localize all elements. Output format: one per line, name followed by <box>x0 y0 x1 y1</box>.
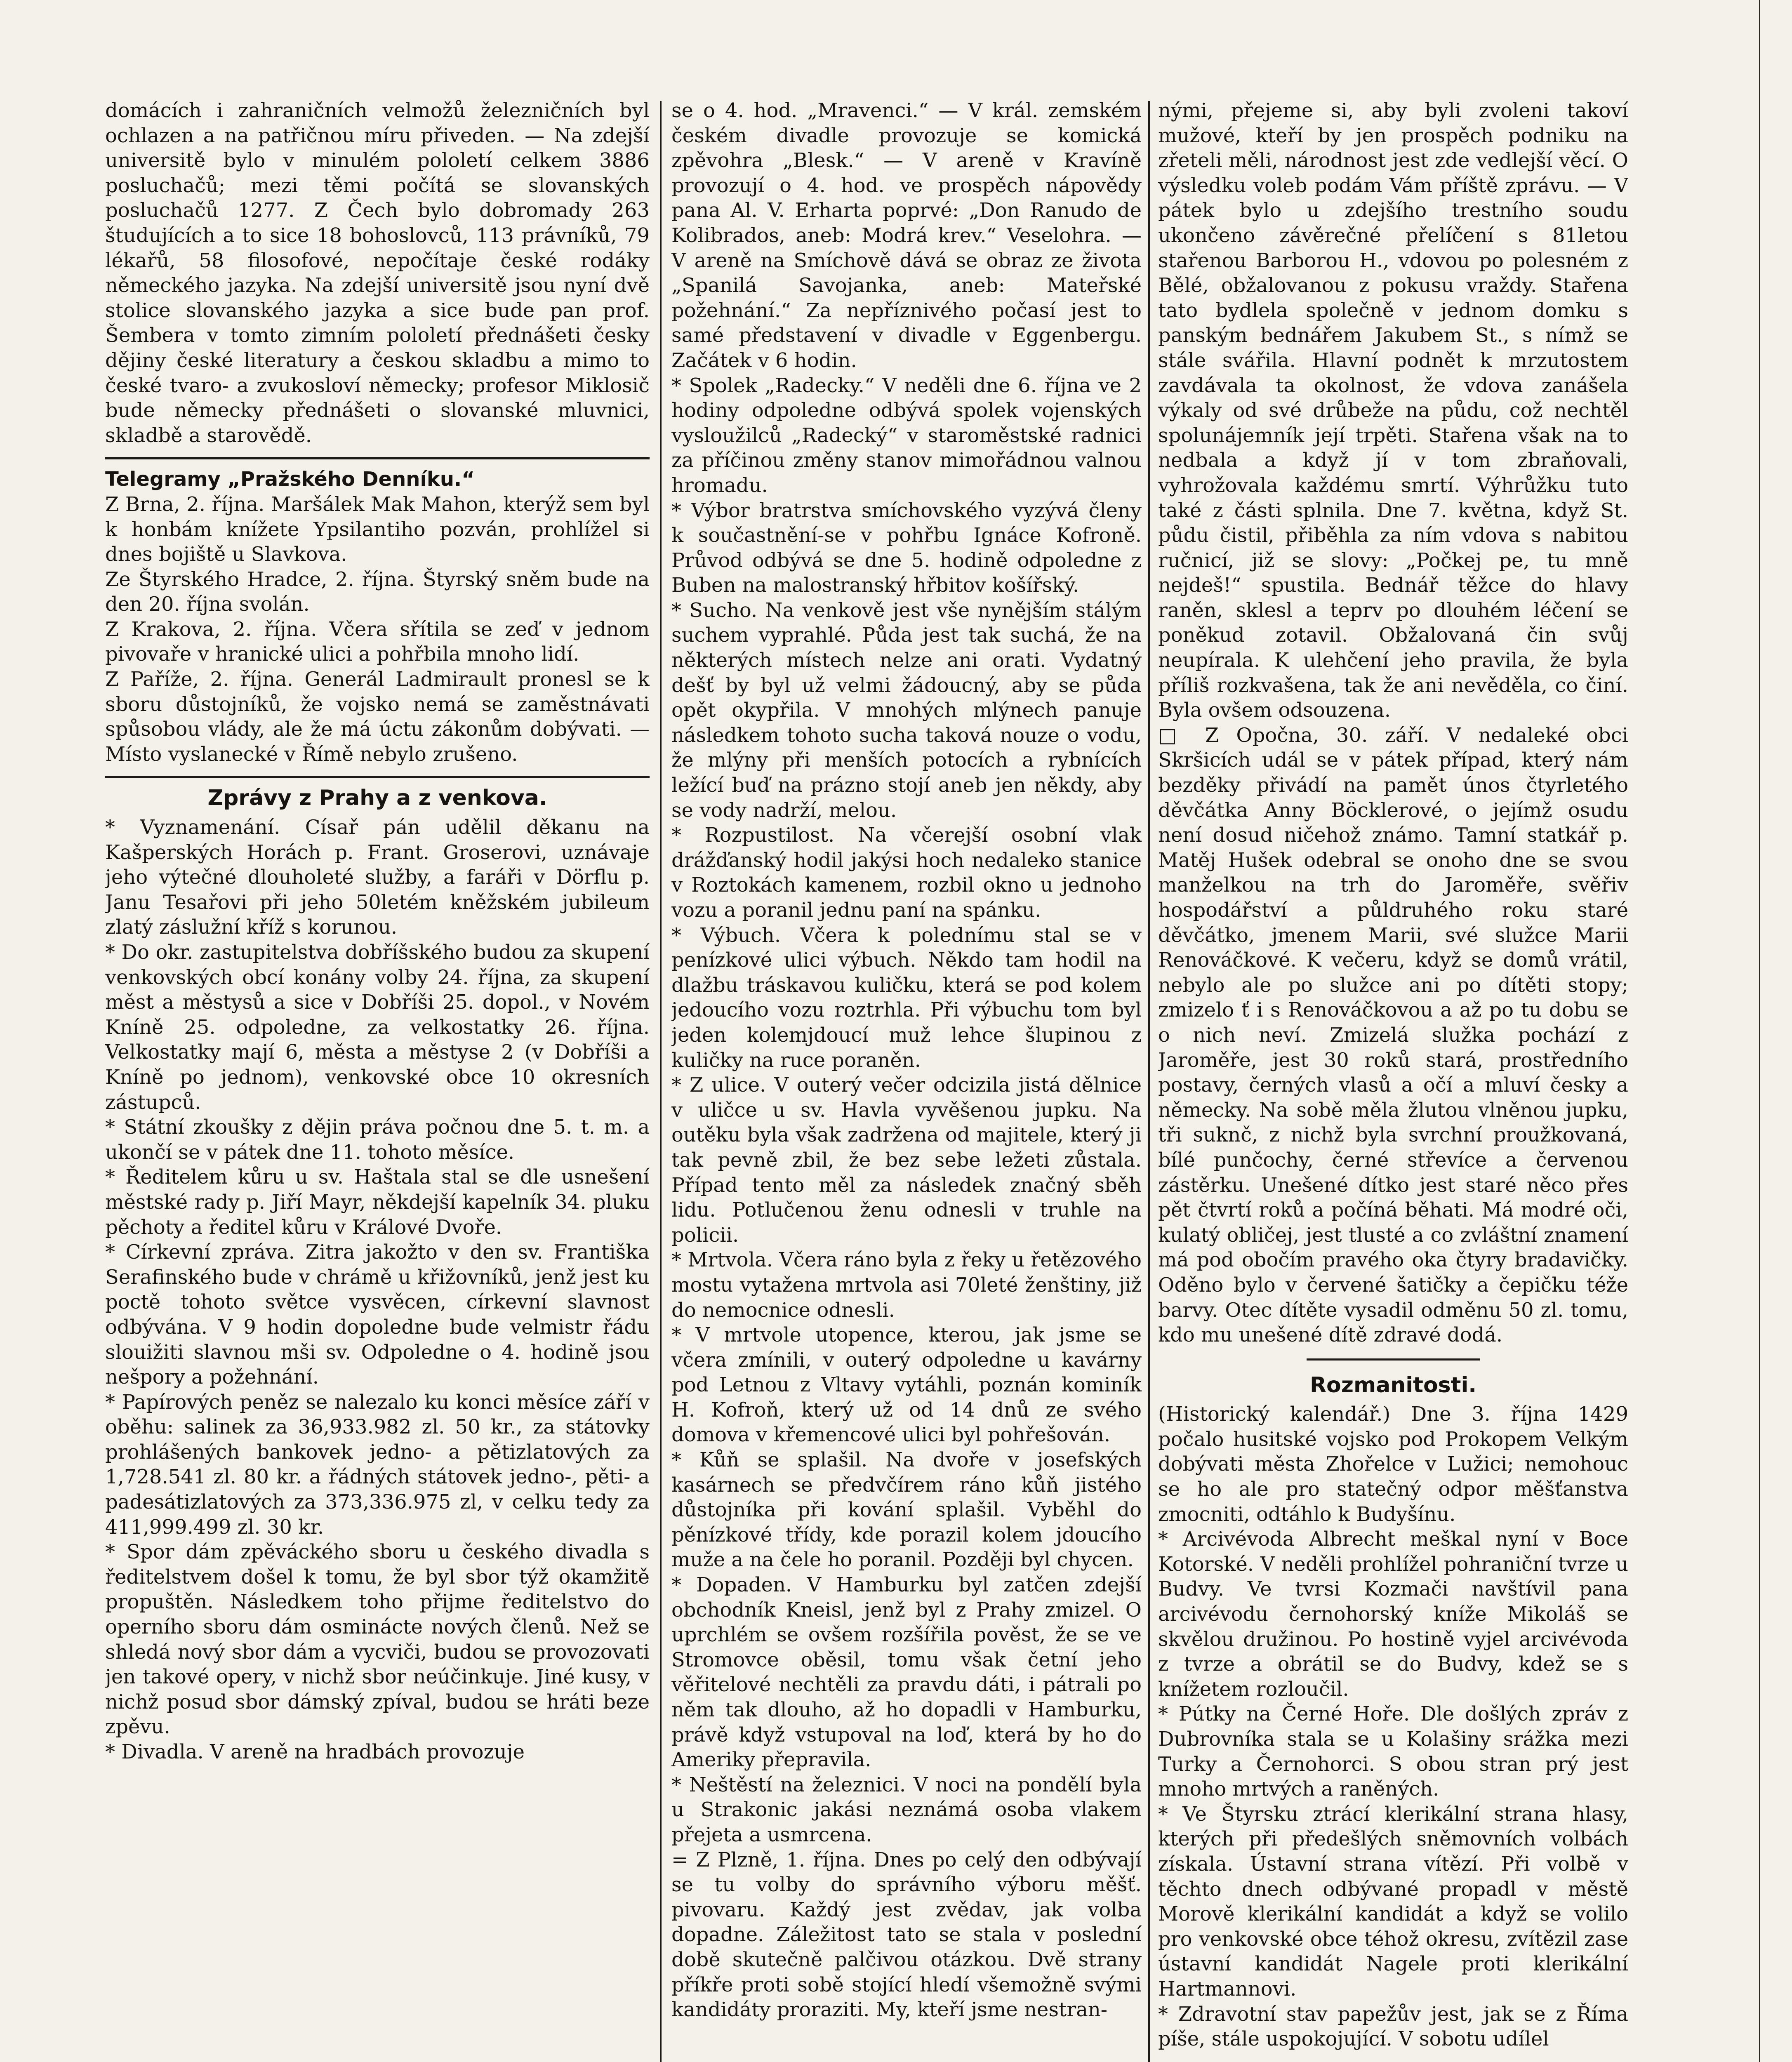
article-paragraph: * Církevní zpráva. Zitra jakožto v den sv. Františka Serafinského bude v chrámě u křižovníků, jenž jest ku poctě tohoto světce vysvěcen, církevní slavnost odbývána. V 9 hodin dopoledne bude velmistr řádu slouižiti slavnou mši sv. Odpoledne o 4. hodině jsou nešpory a požehnání. <box>105 1240 650 1389</box>
article-paragraph: * Pútky na Černé Hoře. Dle došlých zpráv z Dubrovníka stala se u Kolašiny srážka mezi Turky a Černohorci. S obou stran prý jest mnoho mrtvých a raněných. <box>1158 1702 1628 1801</box>
telegram-heading: Telegramy „Pražského Denníku.“ <box>105 468 475 491</box>
article-paragraph: * Neštěstí na železnici. V noci na pondělí byla u Strakonic jakási neznámá osoba vlakem přejeta a usmrcena. <box>671 1773 1142 1846</box>
column-rule <box>1148 101 1150 2062</box>
article-paragraph: * Dopaden. V Hamburku byl zatčen zdejší obchodník Kneisl, jenž byl z Prahy zmizel. O uprchlém se ovšem rozšířila pověst, že se ve Stromovce oběsil, tomu však četní jeho věřitelové nechtěli za pravdu dáti, i pátrali po něm tak dlouho, až ho dopadli v Hamburku, právě když vstupoval na loď, která by ho do Ameriky přepravila. <box>671 1573 1142 1772</box>
article-paragraph: * Arcivévoda Albrecht meškal nyní v Boce Kotorské. V neděli prohlížel pohraniční tvrze u Budvy. Ve tvrsi Kozmači navštívil pana arcivévodu černohorský kníže Mikoláš se skvělou družinou. Po hostině vyjel arcivévoda z tvrze a obrátil se do Budvy, kdež se s knížetem rozloučil. <box>1158 1528 1628 1701</box>
column-1 <box>105 98 650 2062</box>
column-rule <box>660 101 662 2062</box>
article-paragraph: * Spolek „Radecky.“ V neděli dne 6. října ve 2 hodiny odpoledne odbývá spolek vojenských vysloužilců „Radecký“ v staroměstské radnici za příčinou změny stanov mimořádnou valnou hromadu. <box>671 374 1142 497</box>
article-paragraph: Ze Štyrského Hradce, 2. října. Štyrský sněm bude na den 20. října svolán. <box>105 567 650 616</box>
article-paragraph: □ Z Opočna, 30. září. V nedaleké obci Skršicích udál se v pátek případ, který nám bezděky přivádí na pamět únos čtyrletého děvčátka Anny Böcklerové, o jejímž osudu není dosud ničehož známo. Tamní statkář p. Matěj Hušek odebral se onoho dne se svou manželkou na trh do Jaroměře, svěřiv hospodářství a půldruhého roku staré děvčátko, jmenem Marii, své služce Marii Renováčkové. K večeru, když se domů vrátil, nebylo ale po služce ani po dítěti stopy; zmizelo ť i s Renováčkovou a až po tu dobu se o nich neví. Zmizelá služka pochází z Jaroměře, jest 30 roků stará, prostředního postavy, černých vlasů a očí a mluví česky a německy. Na sobě měla žlutou vlněnou jupku, tři suknč, z nichž byla svrchní proužkovaná, bílé punčochy, černé střevíce a červenou zástěrku. Unešené dítko jest staré něco přes pět čtvrtí roků a počíná běhati. Má modré oči, kulatý obličej, jest tlusté a co zvláštní znamení má pod obočím pravého oka čtyry bradavičky. Oděno bylo v červené šatičky a čepičku téže barvy. Otec dítěte vysadil odměnu 50 zl. tomu, kdo mu unešené dítě zdravé dodá. <box>1158 723 1628 1347</box>
article-paragraph: * Rozpustilost. Na včerejší osobní vlak drážďanský hodil jakýsi hoch nedaleko stanice v Roztokách kamenem, rozbil okno u jednoho vozu a poranil jednu paní na spánku. <box>671 824 1142 922</box>
article-paragraph: (Historický kalendář.) Dne 3. října 1429 počalo husitské vojsko pod Prokopem Velkým dobývati města Zhořelce v Lužici; nemohouc se ho ale pro statečný odpor měšťanstva zmocniti, odtáhlo k Budyšínu. <box>1158 1403 1628 1526</box>
article-paragraph: * Mrtvola. Včera ráno byla z řeky u řetězového mostu vytažena mrtvola asi 70leté ženštiny, již do nemocnice odnesli. <box>671 1248 1142 1322</box>
article-paragraph: * Zdravotní stav papežův jest, jak se z Říma píše, stále uspokojující. V sobotu udílel <box>1158 2002 1628 2051</box>
short-divider <box>1307 1358 1480 1361</box>
article-paragraph: * Kůň se splašil. Na dvoře v josefských kasárnech se předvčírem ráno kůň jistého důstojníka při kování splašil. Vyběhl do pěnízkové třídy, kde porazil kolem jdoucího muže a na čele ho poranil. Později byl chycen. <box>671 1448 1142 1572</box>
article-paragraph: * Vyznamenání. Císař pán udělil děkanu na Kašperských Horách p. Frant. Groserovi, uznávaje jeho výtečné dlouholeté služby, a faráři v Dörflu p. Janu Tesařovi při jeho 50letém kněžském jubileum zlatý záslužní kříž s korunou. <box>105 816 650 939</box>
article-paragraph: = Z Plzně, 1. října. Dnes po celý den odbývají se tu volby do správního výboru měšť. pivovaru. Každý jest zvědav, jak volba dopadne. Záležitost tato se stala v poslední době skutečně palčivou otázkou. Dvě strany příkře proti sobě stojící hledí všemožně svými kandidáty proraziti. My, kteří jsme nestran- <box>671 1848 1142 2022</box>
article-paragraph: * Ředitelem kůru u sv. Haštala stal se dle usnešení městské rady p. Jiří Mayr, někdejší kapelník 34. pluku pěchoty a ředitel kůru v Králové Dvoře. <box>105 1165 650 1239</box>
section-heading: Rozmanitosti. <box>1309 1372 1477 1398</box>
article-paragraph: * Výbuch. Včera k polednímu stal se v penízkové ulici výbuch. Někdo tam hodil na dlažbu tráskavou kuličku, která se pod kolem jedoucího vozu roztrhla. Při výbuchu tom byl jeden kolemjdoucí muž lehce šlupinou z kuličky na ruce poraněn. <box>671 923 1142 1072</box>
article-paragraph: * Spor dám zpěváckého sboru u českého divadla s ředitelstvem došel k tomu, že byl sbor týž okamžitě propuštěn. Následkem toho přijme ředitelstvo do operního sboru dám osminácte nových členů. Než se shledá nový sbor dám a vycviči, budou se provozovati jen takové opery, v nichž sbor neúčinkuje. Jiné kusy, v nichž posud sbor dámský zpíval, budou se hráti beze zpěvu. <box>105 1540 650 1739</box>
article-paragraph: * Papírových peněz se nalezalo ku konci měsíce září v oběhu: salinek za 36,933.982 zl. 50 kr., za státovky prohlášených bankovek jedno- a pětizlatových za 1,728.541 zl. 80 kr. a řádných státovek jedno-, pěti- a padesátizlatových za 373,336.975 zl, v celku tedy za 411,999.499 zl. 30 kr. <box>105 1390 650 1539</box>
article-paragraph: domácích i zahraničních velmožů železničních byl ochlazen a na patřičnou míru přiveden. — Na zdejší universitě bylo v minulém pololetí celkem 3886 posluchačů; mezi těmi počítá se slovanských posluchačů 1277. Z Čech bylo dobromady 263 študujících a to sice 18 bohoslovců, 113 právníků, 79 lékařů, 58 filosofové, nepočítaje české rodáky německého jazyka. Na zdejší universitě jsou nyní dvě stolice slovanského jazyka a sice bude pan prof. Šembera v tomto zimním pololetí přednášeti česky dějiny české literatury a českou skladbu a mimo to české tvaro- a zvukosloví německy; profesor Miklosič bude německy přednášeti o slovanské mluvnici, skladbě a starovědě. <box>105 99 650 447</box>
article-paragraph: Z Paříže, 2. října. Generál Ladmirault pronesl se k sboru důstojníků, že vojsko nemá se zaměstnávati spůsobou vlády, ale že má úctu zákonům dobývati. — Místo vyslanecké v Římě nebylo zrušeno. <box>105 668 650 766</box>
section-heading: Zprávy z Prahy a z venkova. <box>207 786 547 811</box>
column-2 <box>671 98 1142 2062</box>
article-paragraph: * Sucho. Na venkově jest vše nynějším stálým suchem vyprahlé. Půda jest tak suchá, že na některých místech nelze ani orati. Vydatný dešť by byl už velmi žádoucný, aby se půda opět okypřila. V mnohých mlýnech panuje následkem tohoto sucha taková nouze o vodu, že mlýny při menších potocích a rybnících ležící buď na prázno stojí aneb jen někdy, aby se vody nadrží, melou. <box>671 598 1142 822</box>
section-divider <box>105 776 650 778</box>
article-paragraph: * Ve Štyrsku ztrácí klerikální strana hlasy, kterých při předešlých sněmovních volbách získala. Ústavní strana vítězí. Při volbě v těchto dnech odbývané propadl v městě Morově klerikální kandidát a když se volilo pro venkovské obce téhož okresu, zvítězil zase ústavní kandidát Nagele proti klerikální Hartmannovi. <box>1158 1802 1628 2001</box>
article-paragraph: * Státní zkoušky z dějin práva počnou dne 5. t. m. a ukončí se v pátek dne 11. tohoto měsíce. <box>105 1116 650 1164</box>
article-paragraph: Z Brna, 2. října. Maršálek Mak Mahon, kterýž sem byl k honbám knížete Ypsilantiho pozván, prohlížel si dnes bojiště u Slavkova. <box>105 492 650 566</box>
article-paragraph: se o 4. hod. „Mravenci.“ — V král. zemském českém divadle provozuje se komická zpěvohra „Blesk.“ — V areně v Kravíně provozují o 4. hod. ve prospěch nápovědy pana Al. V. Erharta poprvé: „Don Ranudo de Kolibrados, aneb: Modrá krev.“ Veselohra. — V areně na Smíchově dává se obraz ze života „Spanilá Savojanka, aneb: Mateřské požehnání.“ Za nepříznivého počasí jest to samé představení v divadle v Eggenbergu. Začátek v 6 hodin. <box>671 99 1142 372</box>
article-paragraph: * Výbor bratrstva smíchovského vyzývá členy k součastnění-se v pohřbu Ignáce Kofroně. Průvod odbývá se dne 5. hodině odpoledne z Buben na malostranský hřbitov košířský. <box>671 499 1142 597</box>
article-paragraph: * V mrtvole utopence, kterou, jak jsme se včera zmínili, v outerý odpoledne u kavárny pod Letnou z Vltavy vytáhli, poznán kominík H. Kofroň, který už od 14 dnů ze svého domova v křemencové ulici byl pohřešován. <box>671 1323 1142 1447</box>
article-paragraph: Z Krakova, 2. října. Včera sřítila se zeď v jednom pivovaře v hranické ulici a pohřbila mnoho lidí. <box>105 617 650 666</box>
page-edge-rule <box>1759 0 1760 2062</box>
section-divider <box>105 457 650 459</box>
article-paragraph: nými, přejeme si, aby byli zvoleni takoví mužové, kteří by jen prospěch podniku na zřeteli měli, národnost jest zde vedlejší věcí. O výsledku voleb podám Vám příště zprávu. — V pátek bylo u zdejšího trestního soudu ukončeno závěrečné přelíčení s 81letou stařenou Barborou H., vdovou po polesném z Bělé, obžalovanou z pokusu vraždy. Stařena tato bydlela společně v jednom domku s panským bednářem Jakubem St., s nímž se stále svářila. Hlavní podnět k mrzutostem zavdávala ta okolnost, že vdova zanášela výkaly od své drůbeže na půdu, což nechtěl spolunájemník její trpěti. Stařena však na to nedbala a když jí v tom zbraňovali, vyhrožovala každému smrtí. Výhrůžku tuto také z části splnila. Dne 7. května, když St. půdu čistil, přiběhla za ním vdova s nabitou ručnicí, již se slovy: „Počkej pe, tu mně nejdeš!“ spustila. Bednář těžce do hlavy raněn, sklesl a teprv po dlouhém léčení se poněkud zotavil. Obžalovaná čin svůj neupírala. K ulehčení jeho pravila, že byla příliš rozkvašena, tak že ani nevěděla, co činí. Byla ovšem odsouzena. <box>1158 99 1628 722</box>
article-paragraph: * Do okr. zastupitelstva dobříšského budou za skupení venkovských obcí konány volby 24. října, za skupení měst a městysů a sice v Dobříši 25. dopol., v Novém Kníně 25. odpoledne, za velkostatky 26. října. Velkostatky mají 6, města a městyse 2 (v Dobříši a Kníně po jednom), venkovské obce 10 okresních zástupců. <box>105 941 650 1114</box>
article-paragraph: * Divadla. V areně na hradbách provozuje <box>105 1740 525 1763</box>
article-paragraph: * Z ulice. V outerý večer odcizila jistá dělnice v uličce u sv. Havla vyvěšenou jupku. Na outěku byla však zadržena od majitele, který ji tak pevně zbil, že bez sebe ležeti zůstala. Případ tento měl za následek značný sběh lidu. Potlučenou ženu odnesli v truhle na policii. <box>671 1073 1142 1247</box>
column-3 <box>1158 98 1628 2062</box>
